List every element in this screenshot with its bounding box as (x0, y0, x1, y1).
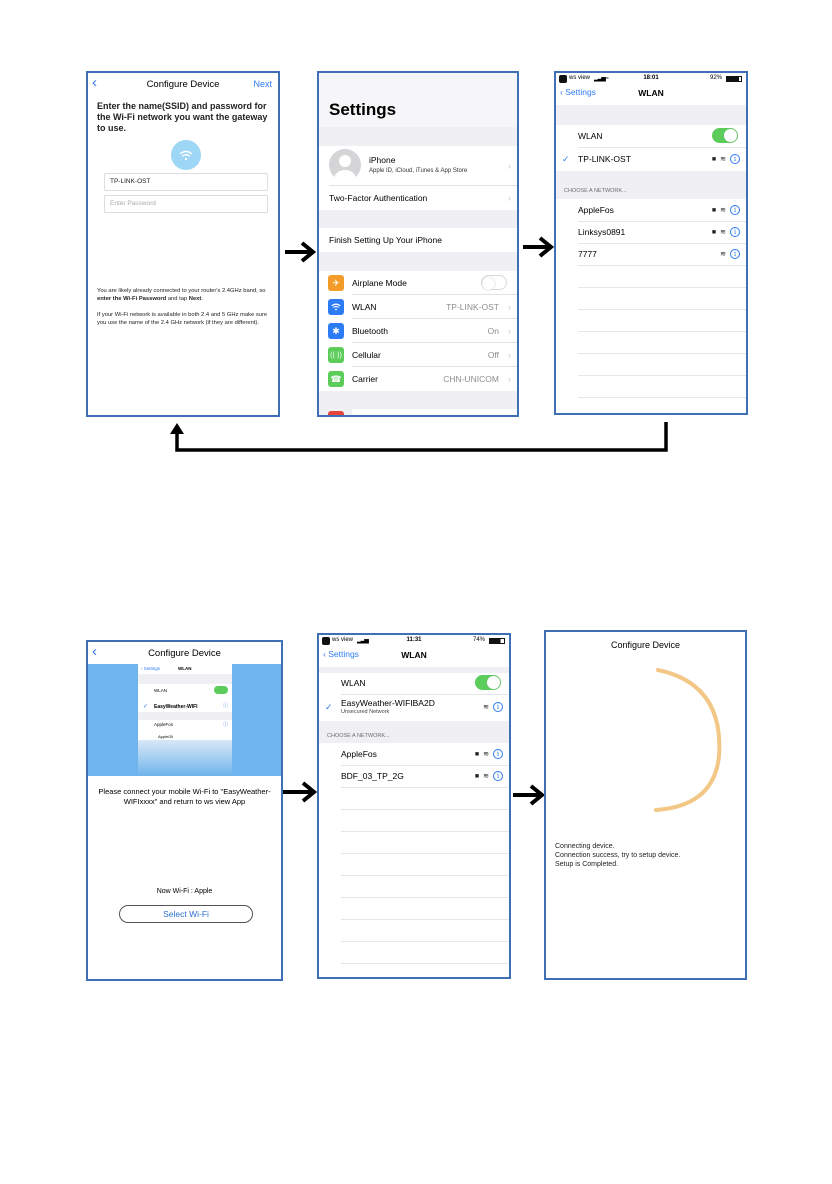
network-name: 7777 (578, 249, 597, 259)
profile-name: iPhone (369, 155, 396, 165)
checkmark-icon: ✓ (143, 704, 149, 710)
note-text: and tap (166, 296, 189, 302)
network-row[interactable] (319, 743, 509, 765)
next-row-partial (352, 409, 519, 417)
divider (578, 353, 746, 354)
wlan-toggle[interactable] (475, 675, 501, 690)
wifi-icon: ≋ (483, 773, 489, 780)
spacer (556, 105, 746, 125)
network-row[interactable] (556, 199, 746, 221)
divider (578, 375, 746, 376)
network-name: AppleFos (578, 205, 614, 215)
section-header: CHOOSE A NETWORK... (327, 733, 390, 739)
signal-icon: ▂▃▅ (357, 638, 368, 644)
avatar (329, 149, 361, 181)
note-text: You are likely already connected to your router's 2.4GHz band, so (97, 288, 266, 294)
nav-title: Configure Device (610, 640, 681, 650)
info-icon: ⓘ (222, 722, 228, 728)
mini-network: AppleGil (158, 734, 174, 739)
wifi-icon (171, 140, 201, 170)
status-battery: 92% (709, 75, 722, 81)
cellular-row[interactable] (319, 343, 517, 367)
select-wifi-button[interactable]: Select Wi-Fi (119, 905, 253, 923)
status-time: 11:31 (406, 637, 422, 643)
back-label: Settings (565, 87, 596, 97)
divider (341, 897, 509, 898)
back-button[interactable]: ‹ Settings (323, 649, 359, 659)
ssid-field[interactable]: TP-LINK-OST (104, 173, 268, 191)
divider (578, 309, 746, 310)
nav-title: Configure Device (146, 78, 220, 90)
section-bg (319, 721, 509, 743)
connect-message: Please connect your mobile Wi-Fi to "EasyWeather-WIFIxxxx" and return to ws view App (98, 787, 271, 806)
battery-icon (489, 638, 505, 644)
finish-setup-label: Finish Setting Up Your iPhone (329, 235, 442, 245)
divider (341, 853, 509, 854)
checkmark-icon: ✓ (325, 701, 333, 712)
current-wifi-label: Now Wi-Fi : Apple (156, 888, 213, 895)
profile-subtitle: Apple ID, iCloud, iTunes & App Store (369, 168, 468, 174)
section-header: CHOOSE A NETWORK... (564, 188, 627, 194)
network-subtitle: Unsecured Network (341, 709, 390, 715)
mini-network: AppleFos (154, 722, 174, 727)
network-name: Linksys0891 (578, 227, 626, 237)
row-label: Airplane Mode (352, 278, 407, 288)
mini-back: ‹ Settings (141, 666, 161, 671)
arrow-right-icon (284, 241, 316, 263)
bluetooth-icon: ✱ (328, 323, 344, 339)
connected-network-row[interactable] (319, 694, 509, 720)
divider (578, 331, 746, 332)
note-emphasis: Next (188, 296, 202, 302)
divider (578, 397, 746, 398)
wlan-row[interactable] (319, 295, 517, 319)
wifi-icon (328, 299, 344, 315)
wlan-label: WLAN (578, 131, 603, 141)
nav-bar (88, 73, 278, 95)
back-chevron-icon[interactable]: ‹ (92, 643, 97, 660)
mini-title: WLAN (178, 666, 192, 671)
nav-bar (88, 642, 281, 664)
airplane-toggle[interactable] (481, 275, 507, 290)
loading-spinner-icon (626, 664, 736, 824)
network-name: AppleFos (341, 749, 377, 759)
nav-title: WLAN (638, 88, 664, 98)
airplane-mode-row[interactable] (319, 271, 517, 295)
wlan-settings-screen (554, 71, 748, 415)
info-icon: ⓘ (222, 703, 228, 709)
chevron-right-icon: › (508, 350, 511, 360)
nav-title: Configure Device (148, 647, 221, 659)
network-row[interactable] (319, 765, 509, 787)
divider (341, 875, 509, 876)
connect-wifi-instruction-screen (86, 640, 283, 981)
status-carrier: ws view (332, 637, 354, 643)
row-value: TP-LINK-OST (446, 302, 499, 312)
wlan-label: WLAN (341, 678, 366, 688)
settings-title: Settings (329, 100, 397, 119)
wlan-toggle[interactable] (712, 128, 738, 143)
network-row[interactable] (556, 243, 746, 265)
battery-icon (726, 76, 742, 82)
status-bar (319, 635, 509, 647)
divider (341, 919, 509, 920)
note-text: . (201, 296, 203, 302)
nav-bar (319, 647, 509, 667)
notifications-icon (328, 411, 344, 417)
row-value: Off (487, 350, 499, 360)
settings-screen (317, 71, 519, 417)
device-setup-progress-screen (544, 630, 747, 980)
phone-icon: ☎ (328, 371, 344, 387)
back-chevron-icon[interactable]: ‹ (92, 74, 97, 91)
arrow-right-icon (522, 236, 554, 258)
wlan-toggle-row (319, 672, 509, 694)
mini-connected: EasyWeather-WIFI (154, 704, 198, 710)
wifi-icon: ≋ (720, 229, 726, 236)
chevron-right-icon: › (508, 302, 511, 312)
section-bg (556, 171, 746, 199)
wifi-icon: ≋ (720, 207, 726, 214)
chevron-right-icon: › (508, 193, 511, 203)
cellular-icon: ((·)) (328, 347, 344, 363)
row-label: Bluetooth (352, 326, 388, 336)
wifi-icon: ≋ (483, 751, 489, 758)
note-emphasis: enter the Wi-Fi Password (97, 296, 167, 302)
row-value: On (487, 326, 499, 336)
instruction-heading: Enter the name(SSID) and password for the Wi-Fi network you want the gateway to use. (97, 101, 268, 133)
status-time: 18:01 (643, 75, 659, 81)
status-line: Connection success, try to setup device. (555, 852, 681, 859)
next-button[interactable]: Next (253, 79, 272, 89)
arrow-right-icon (282, 780, 318, 804)
profile-row[interactable] (319, 146, 517, 186)
signal-icon: ▂▃▅ ≈ (594, 76, 608, 82)
divider (341, 809, 509, 810)
status-battery: 74% (472, 637, 485, 643)
info-icon[interactable]: i (730, 249, 740, 259)
connected-network-row[interactable] (556, 148, 746, 170)
band-note: If your Wi-Fi network is available in both 2.4 and 5 GHz make sure you use the name of the 2.4 GHz network (if they are different). (97, 312, 268, 326)
info-icon[interactable]: i (493, 749, 503, 759)
lock-icon: ■ (711, 206, 717, 214)
nav-bar (546, 632, 745, 658)
network-name: EasyWeather-WIFIBA2D (341, 698, 435, 708)
finish-setup-row[interactable] (319, 228, 517, 252)
mini-back-label: Settings (143, 666, 161, 671)
status-line: Setup is Completed. (555, 861, 619, 868)
wlan-toggle-row (556, 125, 746, 147)
divider (341, 831, 509, 832)
wlan-settings-device-screen (317, 633, 511, 979)
lock-icon: ■ (474, 750, 480, 758)
nav-title: WLAN (401, 650, 427, 660)
password-field[interactable]: Enter Password (104, 195, 268, 213)
chevron-right-icon: › (508, 374, 511, 384)
divider (341, 941, 509, 942)
row-label: WLAN (352, 302, 377, 312)
row-value: CHN-UNICOM (443, 374, 499, 384)
chevron-right-icon: › (508, 161, 511, 171)
connection-note (97, 287, 277, 303)
status-line: Connecting device. (555, 843, 615, 850)
instruction-illustration (88, 664, 281, 776)
arrow-right-icon (512, 783, 546, 807)
airplane-icon: ✈ (328, 275, 344, 291)
configure-device-screen (86, 71, 280, 417)
checkmark-icon: ✓ (562, 153, 570, 164)
info-icon[interactable]: i (730, 205, 740, 215)
info-icon[interactable]: i (730, 154, 740, 164)
two-factor-row[interactable] (319, 186, 517, 210)
network-name: TP-LINK-OST (578, 154, 631, 164)
mini-wlan-screenshot (138, 664, 232, 776)
wifi-icon: ≋ (483, 704, 489, 711)
info-icon[interactable]: i (730, 227, 740, 237)
back-button[interactable]: ‹ Settings (560, 87, 596, 97)
lock-icon: ■ (474, 772, 480, 780)
mini-wlan-label: WLAN (154, 688, 168, 693)
lock-icon: ■ (711, 155, 717, 163)
status-carrier: ws view (569, 75, 591, 81)
divider (578, 265, 746, 266)
two-factor-label: Two-Factor Authentication (329, 193, 428, 203)
mini-toggle (214, 686, 228, 694)
return-arrow-icon (168, 420, 674, 456)
divider (578, 287, 746, 288)
info-icon[interactable]: i (493, 771, 503, 781)
network-row[interactable] (556, 221, 746, 243)
back-label: Settings (328, 649, 359, 659)
wifi-icon: ≋ (720, 251, 726, 258)
divider (341, 963, 509, 964)
divider (341, 787, 509, 788)
carrier-row[interactable] (319, 367, 517, 391)
row-label: Carrier (352, 374, 378, 384)
status-bar (556, 73, 746, 85)
info-icon[interactable]: i (493, 702, 503, 712)
wifi-icon: ≋ (720, 156, 726, 163)
setup-status-log (555, 842, 680, 869)
nav-bar (556, 85, 746, 105)
bluetooth-row[interactable] (319, 319, 517, 343)
lock-icon: ■ (711, 228, 717, 236)
row-label: Cellular (352, 350, 381, 360)
network-name: BDF_03_TP_2G (341, 771, 404, 781)
chevron-right-icon: › (508, 326, 511, 336)
